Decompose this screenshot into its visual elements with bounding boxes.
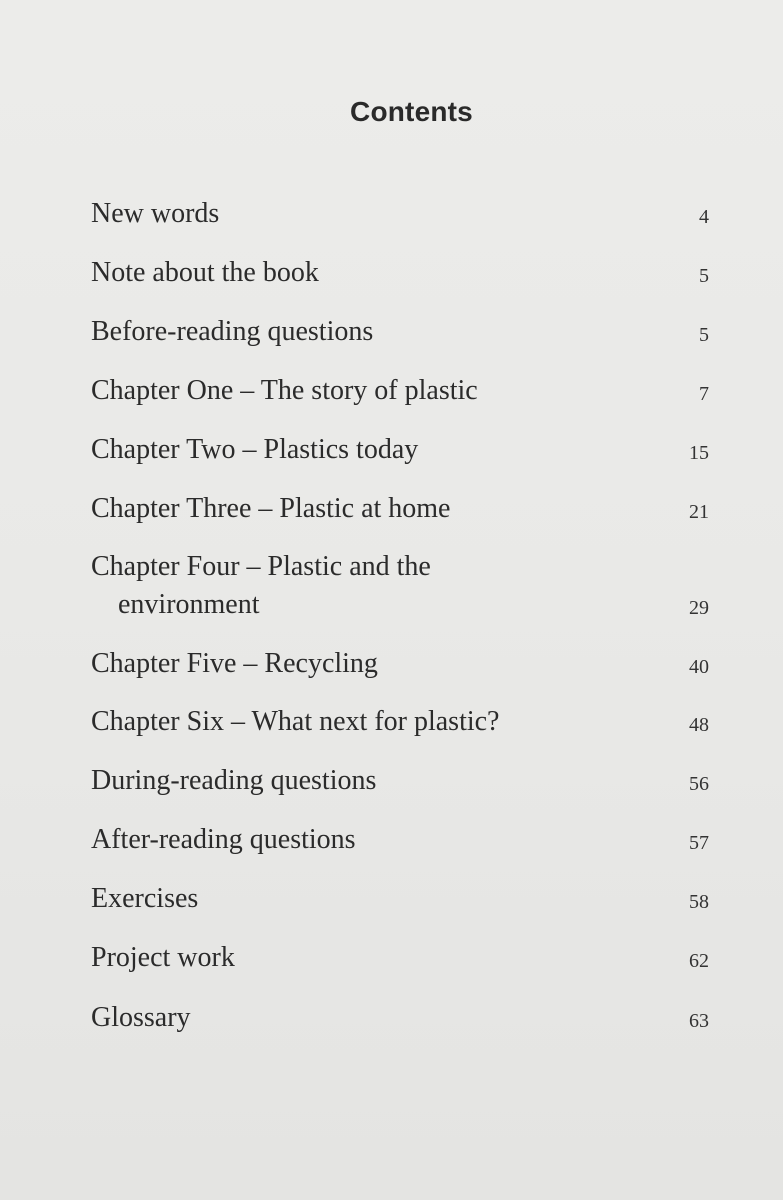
toc-entry-page: 58 [689,891,709,913]
toc-entry-title: New words [91,198,220,229]
toc-entry-title: Note about the book [91,257,319,288]
toc-entry-title: Chapter Five – Recycling [91,648,378,679]
toc-entry-title: Chapter One – The story of plastic [91,375,478,406]
toc-entry[interactable] [91,999,711,1037]
toc-entry-title: Project work [91,942,235,973]
toc-entry[interactable] [91,372,711,410]
toc-entry[interactable] [91,313,711,351]
toc-entry-page: 5 [699,265,709,287]
toc-entry-page: 21 [689,501,709,523]
toc-entry-title: Exercises [91,883,199,914]
toc-entry-page: 29 [689,597,709,619]
toc-entry[interactable] [91,703,711,741]
toc-entry-title-line: Chapter Four – Plastic and the [91,551,431,582]
toc-entry-title: During-reading questions [91,765,377,796]
toc-entry-page: 57 [689,832,709,854]
toc-entry-title-continuation: environment [118,589,260,620]
toc-entry-page: 62 [689,950,709,972]
toc-entry-title: After-reading questions [91,824,356,855]
toc-entry-title: Before-reading questions [91,316,374,347]
toc-entry-page: 4 [699,206,709,228]
toc-entry-page: 7 [699,383,709,405]
toc-entry-title: Chapter Six – What next for plastic? [91,706,500,737]
toc-entry-title: Chapter Three – Plastic at home [91,493,451,524]
toc-entry-page: 15 [689,442,709,464]
toc-entry[interactable] [91,645,711,683]
toc-entry[interactable] [91,490,711,528]
toc-entry[interactable] [91,431,711,469]
toc-entry-title: Chapter Two – Plastics today [91,434,419,465]
toc-entry[interactable] [91,939,711,977]
toc-entry[interactable] [91,762,711,800]
toc-entry-title [91,548,711,624]
toc-entry-title: Glossary [91,1002,191,1033]
toc-entry[interactable] [91,548,711,624]
toc-entry[interactable] [91,880,711,918]
toc-entry-page: 5 [699,324,709,346]
toc-entry-page: 56 [689,773,709,795]
toc-entry[interactable] [91,195,711,233]
toc-entry-page: 40 [689,656,709,678]
toc-entry[interactable] [91,821,711,859]
toc-entry-page: 63 [689,1010,709,1032]
toc-entry[interactable] [91,254,711,292]
page-title: Contents [350,96,473,127]
toc-entry-page: 48 [689,714,709,736]
